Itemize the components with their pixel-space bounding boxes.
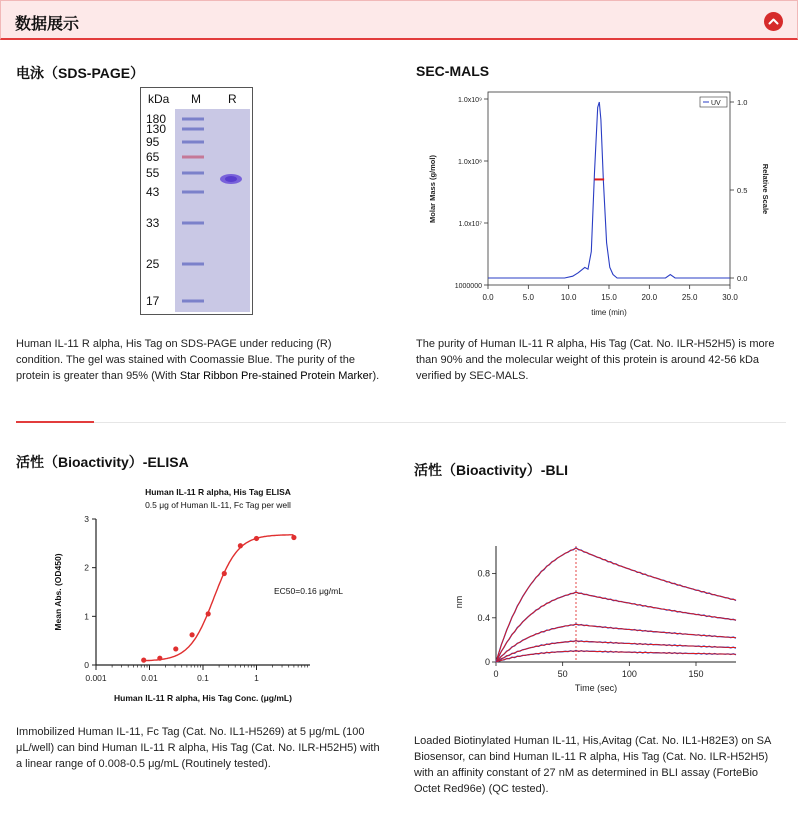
sec-plot-frame: [488, 92, 730, 285]
gel-header-kda: kDa: [148, 92, 170, 106]
bli-x-tick-label: 100: [621, 669, 637, 679]
elisa-data-point: [173, 646, 178, 651]
bli-fit-curve: [496, 651, 736, 662]
sds-caption-marker-link[interactable]: Star Ribbon Pre-stained Protein Marker: [179, 370, 373, 382]
bli-chart: [440, 538, 750, 703]
elisa-y-tick-label: 1: [84, 611, 89, 622]
gel-header-m: M: [191, 92, 201, 106]
bli-x-tick-label: 150: [688, 669, 704, 679]
sds-caption-end: ).: [372, 370, 380, 382]
elisa-title: 活性（Bioactivity）-ELISA: [16, 454, 189, 470]
elisa-x-tick-label: 0.01: [141, 673, 158, 683]
ladder-band: [182, 191, 204, 194]
sds-caption-text: Human IL-11 R alpha, His Tag on SDS-PAGE under reducing (R) condition. The gel was stained with Coomassie Blue. The purity of the protein is greater than 95% (With: [16, 338, 355, 382]
elisa-y-tick-label: 3: [84, 514, 89, 524]
bli-x-tick-label: 50: [557, 669, 568, 679]
elisa-x-tick-label: 0.001: [85, 673, 107, 683]
elisa-chart: [30, 478, 380, 713]
bli-raw-curve: [496, 548, 736, 662]
header-title: 数据展示: [15, 16, 80, 33]
sec-y-tick-label: 1.0x10⁸: [458, 159, 482, 166]
elisa-data-point: [141, 658, 146, 663]
sec-x-tick-label: 20.0: [641, 293, 658, 302]
elisa-chart-title: Human IL-11 R alpha, His Tag ELISA: [145, 487, 291, 497]
ladder-label: 43: [146, 185, 160, 199]
divider-accent: [16, 421, 94, 423]
sds-caption: [16, 336, 381, 384]
elisa-caption: Immobilized Human IL-11, Fc Tag (Cat. No. IL1-H5269) at 5 μg/mL (100 μL/well) can bind Human IL-11 R alpha, His Tag (Cat. No. ILR-H52H5) with a linear range of 0.008-0.5 μg/mL (Routinely tested).: [16, 726, 380, 770]
sec-caption: The purity of Human IL-11 R alpha, His Tag (Cat. No. ILR-H52H5) is more than 90% and the molecular weight of this protein is around 42-56 kDa verified by SEC-MALS.: [416, 338, 775, 382]
sds-gel-image: [140, 87, 253, 315]
bli-y-tick-label: 0: [484, 657, 490, 667]
ladder-band: [182, 300, 204, 303]
divider-line: [94, 422, 786, 423]
ladder-label: 33: [146, 216, 160, 230]
sec-y-tick-label: 1000000: [454, 283, 482, 290]
ladder-band: [182, 172, 204, 175]
sec-x-tick-label: 25.0: [681, 293, 698, 302]
sec-title: SEC-MALS: [416, 63, 490, 79]
elisa-data-point: [222, 571, 227, 576]
ladder-label: 180: [146, 112, 167, 126]
elisa-x-label: Human IL-11 R alpha, His Tag Conc. (μg/mL): [114, 693, 292, 703]
ladder-band: [182, 156, 204, 159]
bli-caption: Loaded Biotinylated Human IL-11, His,Avitag (Cat. No. IL1-H82E3) on SA Biosensor, can bind Human IL-11 R alpha, His Tag (Cat. No. ILR-H52H5) with an affinity constant of 27 nM as determined in BLI assay (ForteBio Octet Red96e) (QC tested).: [414, 735, 771, 795]
gel-header-r: R: [228, 92, 237, 106]
sec-y2-label: Relative Scale: [761, 163, 770, 215]
ladder-label: 55: [146, 166, 160, 180]
ladder-label: 25: [146, 257, 160, 271]
sec-x-tick-label: 15.0: [601, 293, 617, 302]
ladder-label: 95: [146, 135, 160, 149]
sec-y2-tick-label: 0.5: [737, 186, 748, 195]
collapse-button[interactable]: [764, 12, 783, 31]
ladder-label: 130: [146, 122, 167, 136]
sample-band-core: [225, 176, 237, 182]
elisa-y-tick-label: 2: [84, 562, 89, 573]
elisa-fit-curve: [144, 535, 294, 661]
bli-x-tick-label: 0: [493, 669, 499, 679]
sec-y2-tick-label: 0.0: [737, 274, 748, 283]
sec-uv-trace: [488, 102, 730, 278]
elisa-data-point: [206, 611, 211, 616]
sec-x-tick-label: 10.0: [560, 293, 577, 302]
elisa-data-point: [291, 535, 296, 540]
elisa-data-point: [238, 543, 243, 548]
bli-y-tick-label: 0.8: [477, 568, 490, 579]
bli-y-label: nm: [454, 595, 464, 609]
ladder-band: [182, 263, 204, 266]
section-header: [0, 0, 798, 40]
sec-y-tick-label: 1.0x10⁷: [458, 221, 482, 228]
ladder-band: [182, 128, 204, 131]
sec-y2-tick-label: 1.0: [737, 98, 748, 107]
elisa-x-tick-label: 0.1: [197, 673, 209, 683]
sds-title: 电泳（SDS-PAGE）: [16, 65, 145, 81]
elisa-annotation: EC50=0.16 μg/mL: [274, 586, 343, 596]
sec-x-tick-label: 30.0: [722, 293, 738, 302]
bli-fit-curve: [496, 548, 736, 662]
sec-x-tick-label: 0.0: [482, 293, 494, 302]
elisa-y-tick-label: 0: [84, 660, 89, 670]
ladder-label: 17: [146, 294, 160, 308]
bli-y-tick-label: 0.4: [477, 612, 490, 623]
ladder-label: 65: [146, 150, 160, 164]
bli-x-label: Time (sec): [574, 683, 618, 693]
ladder-band: [182, 222, 204, 225]
sec-x-tick-label: 5.0: [522, 293, 534, 302]
sec-x-label: time (min): [591, 308, 627, 317]
elisa-data-point: [254, 536, 259, 541]
ladder-band: [182, 141, 204, 144]
elisa-chart-subtitle: 0.5 μg of Human IL-11, Fc Tag per well: [145, 500, 291, 510]
sec-legend-label: UV: [711, 100, 721, 107]
elisa-y-label: Mean Abs. (OD450): [53, 553, 63, 631]
bli-title: 活性（Bioactivity）-BLI: [414, 462, 569, 478]
ladder-band: [182, 118, 204, 121]
elisa-data-point: [189, 632, 194, 637]
sec-mals-chart: [416, 86, 786, 321]
sec-y-label: Molar Mass (g/mol): [428, 155, 437, 223]
elisa-data-point: [157, 656, 162, 661]
elisa-x-tick-label: 1: [254, 673, 259, 683]
sec-y-tick-label: 1.0x10⁹: [457, 97, 482, 104]
chevron-up-icon: [764, 12, 783, 31]
